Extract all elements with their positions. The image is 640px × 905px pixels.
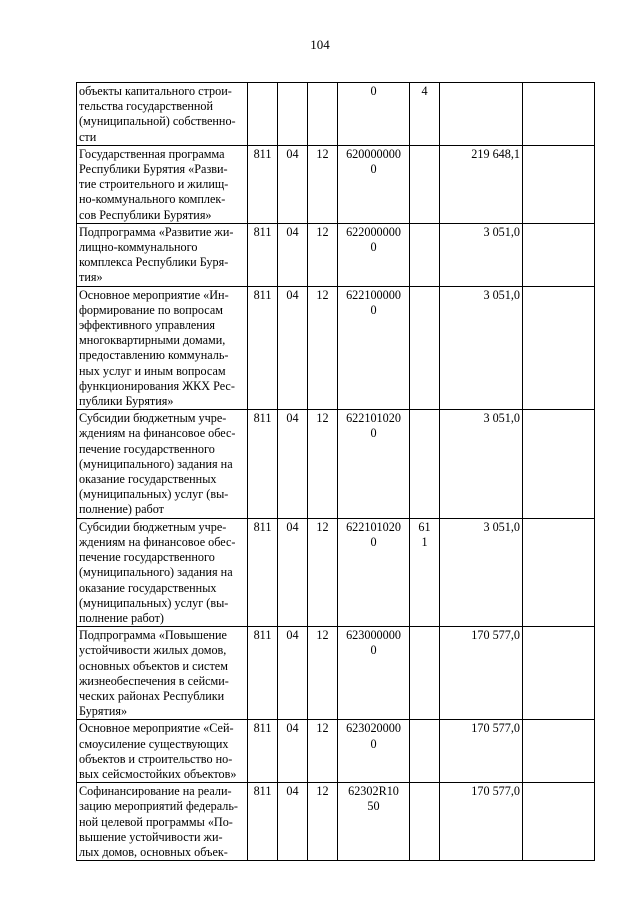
vr-cell: 4: [410, 83, 440, 146]
pr-cell: 12: [308, 145, 338, 223]
empty-cell: [523, 518, 595, 626]
sum-cell: 170 577,0: [440, 720, 523, 783]
table-row: [77, 83, 595, 146]
table-row: [77, 145, 595, 223]
csr-cell: 622101020 0: [338, 518, 410, 626]
ved-cell: 811: [248, 627, 278, 720]
ved-cell: 811: [248, 410, 278, 518]
csr-cell: 0: [338, 83, 410, 146]
table-row: [77, 783, 595, 861]
sum-cell: [440, 83, 523, 146]
vr-cell: [410, 286, 440, 410]
empty-cell: [523, 410, 595, 518]
vr-cell: [410, 720, 440, 783]
sum-cell: 219 648,1: [440, 145, 523, 223]
sum-cell: 3 051,0: [440, 410, 523, 518]
csr-cell: 62302R10 50: [338, 783, 410, 861]
ved-cell: 811: [248, 783, 278, 861]
empty-cell: [523, 627, 595, 720]
sum-cell: 3 051,0: [440, 286, 523, 410]
table-row: [77, 720, 595, 783]
name-cell: Основное мероприятие «Сей- смоусиление существующих объектов и строительство но- вых сейсмостойких объектов»: [77, 720, 248, 783]
csr-cell: 622100000 0: [338, 286, 410, 410]
name-cell: Государственная программа Республики Бурятия «Разви- тие строительного и жилищ- но-коммунального комплек- сов Республики Бурятия»: [77, 145, 248, 223]
name-cell: объекты капитального строи- тельства государственной (муниципальной) собственно- сти: [77, 83, 248, 146]
pr-cell: [308, 83, 338, 146]
ved-cell: 811: [248, 145, 278, 223]
pr-cell: 12: [308, 410, 338, 518]
csr-cell: 622101020 0: [338, 410, 410, 518]
sum-cell: 3 051,0: [440, 223, 523, 286]
rz-cell: 04: [278, 286, 308, 410]
vr-cell: [410, 145, 440, 223]
empty-cell: [523, 783, 595, 861]
ved-cell: 811: [248, 286, 278, 410]
table-row: [77, 410, 595, 518]
empty-cell: [523, 145, 595, 223]
name-cell: Подпрограмма «Развитие жи- лищно-коммунального комплекса Республики Буря- тия»: [77, 223, 248, 286]
table-row: [77, 223, 595, 286]
rz-cell: 04: [278, 783, 308, 861]
vr-cell: 61 1: [410, 518, 440, 626]
ved-cell: 811: [248, 223, 278, 286]
rz-cell: [278, 83, 308, 146]
name-cell: Основное мероприятие «Ин- формирование по вопросам эффективного управления многоквартирными домами, предоставлению коммуналь- ных услуг и иным вопросам функционирования ЖКХ Рес- публики Бурятия»: [77, 286, 248, 410]
pr-cell: 12: [308, 286, 338, 410]
page-number: 104: [310, 37, 330, 52]
pr-cell: 12: [308, 223, 338, 286]
empty-cell: [523, 223, 595, 286]
ved-cell: 811: [248, 518, 278, 626]
pr-cell: 12: [308, 627, 338, 720]
vr-cell: [410, 783, 440, 861]
rz-cell: 04: [278, 410, 308, 518]
sum-cell: 170 577,0: [440, 627, 523, 720]
table-row: [77, 518, 595, 626]
sum-cell: 3 051,0: [440, 518, 523, 626]
empty-cell: [523, 286, 595, 410]
rz-cell: 04: [278, 518, 308, 626]
name-cell: Софинансирование на реали- зацию мероприятий федераль- ной целевой программы «По- вышение устойчивости жи- лых домов, основных объек-: [77, 783, 248, 861]
table-row: [77, 286, 595, 410]
sum-cell: 170 577,0: [440, 783, 523, 861]
name-cell: Субсидии бюджетным учре- ждениям на финансовое обес- печение государственного (муниципального) задания на оказание государственных (муниципальных) услуг (вы- полнение) работ: [77, 410, 248, 518]
ved-cell: [248, 83, 278, 146]
vr-cell: [410, 223, 440, 286]
budget-table: [76, 82, 595, 861]
vr-cell: [410, 627, 440, 720]
empty-cell: [523, 720, 595, 783]
name-cell: Субсидии бюджетным учре- ждениям на финансовое обес- печение государственного (муниципального) задания на оказание государственных (муниципальных) услуг (вы- полнение работ): [77, 518, 248, 626]
rz-cell: 04: [278, 223, 308, 286]
vr-cell: [410, 410, 440, 518]
pr-cell: 12: [308, 783, 338, 861]
pr-cell: 12: [308, 720, 338, 783]
table-row: [77, 627, 595, 720]
csr-cell: 623000000 0: [338, 627, 410, 720]
rz-cell: 04: [278, 145, 308, 223]
rz-cell: 04: [278, 720, 308, 783]
name-cell: Подпрограмма «Повышение устойчивости жилых домов, основных объектов и систем жизнеобеспечения в сейсми- ческих районах Республики Бурятия»: [77, 627, 248, 720]
rz-cell: 04: [278, 627, 308, 720]
csr-cell: 623020000 0: [338, 720, 410, 783]
csr-cell: 622000000 0: [338, 223, 410, 286]
csr-cell: 620000000 0: [338, 145, 410, 223]
empty-cell: [523, 83, 595, 146]
ved-cell: 811: [248, 720, 278, 783]
pr-cell: 12: [308, 518, 338, 626]
